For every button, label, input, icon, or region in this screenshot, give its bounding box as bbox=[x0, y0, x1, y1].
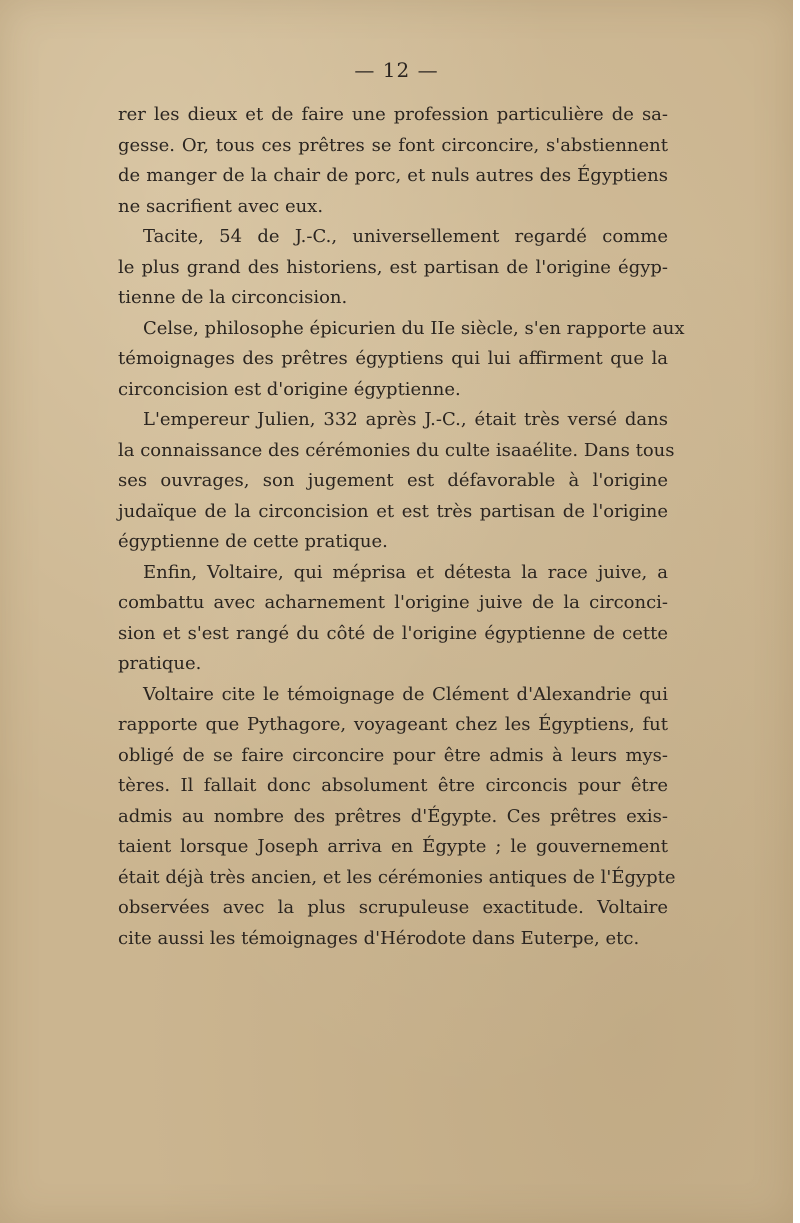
text-line: sion et s'est rangé du côté de l'origine égyptienne de cette bbox=[118, 622, 668, 644]
text-line: combattu avec acharnement l'origine juive de la circonci- bbox=[118, 592, 668, 613]
text-line: pratique. bbox=[118, 653, 202, 674]
text-line: Tacite, 54 de J.-C., universellement regardé comme bbox=[143, 226, 668, 247]
text-line: obligé de se faire circoncire pour être admis à leurs mys- bbox=[118, 744, 668, 766]
text-line: rapporte que Pythagore, voyageant chez les Égyptiens, fut bbox=[118, 714, 668, 735]
text-line: admis au nombre des prêtres d'Égypte. Ces prêtres exis- bbox=[118, 805, 668, 827]
text-line: judaïque de la circoncision et est très partisan de l'origine bbox=[118, 500, 668, 522]
text-line: de manger de la chair de porc, et nuls autres des Égyptiens bbox=[118, 165, 668, 186]
text-line: Enfin, Voltaire, qui méprisa et détesta la race juive, a bbox=[143, 561, 668, 583]
text-line: témoignages des prêtres égyptiens qui lui affirment que la bbox=[118, 348, 668, 369]
text-line: Voltaire cite le témoignage de Clément d'Alexandrie qui bbox=[143, 683, 668, 705]
text-line: ses ouvrages, son jugement est défavorable à l'origine bbox=[118, 470, 668, 491]
text-line: ne sacrifient avec eux. bbox=[118, 195, 324, 217]
text-line: cite aussi les témoignages d'Hérodote dans Euterpe, etc. bbox=[118, 927, 640, 949]
text-line: rer les dieux et de faire une profession particulière de sa- bbox=[118, 104, 668, 125]
page-number: — 12 — bbox=[354, 58, 439, 82]
text-line: Celse, philosophe épicurien du IIe siècle, s'en rapporte aux bbox=[143, 317, 685, 339]
text-line: égyptienne de cette pratique. bbox=[118, 531, 388, 552]
text-line: gesse. Or, tous ces prêtres se font circoncire, s'abstiennent bbox=[118, 134, 668, 156]
text-line: observées avec la plus scrupuleuse exactitude. Voltaire bbox=[118, 897, 668, 918]
text-line: tienne de la circoncision. bbox=[118, 287, 348, 308]
text-line: la connaissance des cérémonies du culte isaaélite. Dans tous bbox=[118, 439, 675, 461]
text-line: circoncision est d'origine égyptienne. bbox=[118, 378, 461, 400]
text-line: le plus grand des historiens, est partisan de l'origine égyp- bbox=[118, 256, 668, 278]
text-line: L'empereur Julien, 332 après J.-C., était très versé dans bbox=[143, 409, 668, 430]
body-text bbox=[118, 100, 685, 954]
text-line: tères. Il fallait donc absolument être circoncis pour être bbox=[118, 775, 668, 796]
text-line: était déjà très ancien, et les cérémonies antiques de l'Égypte bbox=[118, 866, 676, 888]
text-line: taient lorsque Joseph arriva en Égypte ; le gouvernement bbox=[118, 836, 668, 857]
